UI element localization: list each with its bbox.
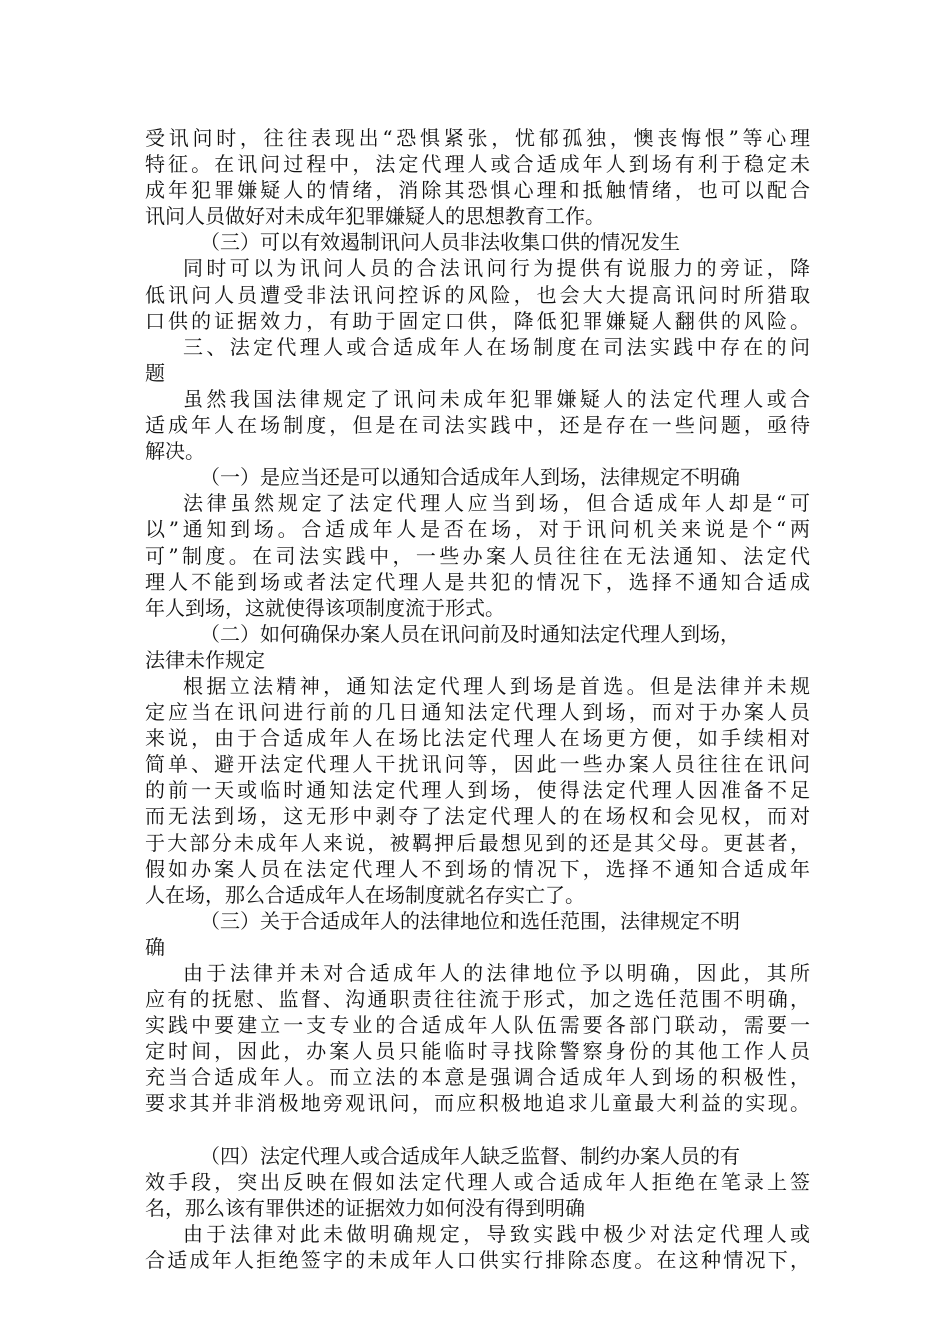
body-text-line: 由于法律对此未做明确规定，导致实践中极少对法定代理人或 [183, 1221, 810, 1246]
body-text-line: 年人到场，这就使得该项制度流于形式。 [145, 595, 505, 620]
body-text-line: 成年犯罪嫌疑人的情绪，消除其恐惧心理和抵触情绪，也可以配合 [145, 178, 810, 203]
body-text-line: 要求其并非消极地旁观讯问，而应积极地追求儿童最大利益的实现。 [145, 1091, 810, 1116]
body-text-line: 讯问人员做好对未成年犯罪嫌疑人的思想教育工作。 [145, 204, 605, 229]
body-text-line: 简单、避开法定代理人干扰讯问等，因此一些办案人员往往在讯问 [145, 752, 810, 777]
body-text-line: 来说，由于合适成年人在场比法定代理人在场更方便，如手续相对 [145, 726, 810, 751]
section-heading-line: （三）可以有效遏制讯问人员非法收集口供的情况发生 [200, 230, 680, 255]
body-text-line: 特征。在讯问过程中，法定代理人或合适成年人到场有利于稳定未 [145, 152, 810, 177]
body-text-line: 假如办案人员在法定代理人不到场的情况下，选择不通知合适成年 [145, 856, 810, 881]
body-text-line: 解决。 [145, 439, 205, 464]
body-text-line: 应有的抚慰、监督、沟通职责往往流于形式，加之选任范围不明确， [145, 987, 810, 1012]
body-text-line: 法律未作规定 [145, 647, 265, 672]
body-text-line: 法律虽然规定了法定代理人应当到场，但合适成年人却是“可 [183, 491, 810, 516]
body-text-line: 题 [145, 360, 165, 385]
body-text-line: 低讯问人员遭受非法讯问控诉的风险，也会大大提高讯问时所猎取 [145, 282, 810, 307]
body-text-line: 实践中要建立一支专业的合适成年人队伍需要各部门联动，需要一 [145, 1013, 810, 1038]
body-text-line: 而无法到场，这无形中剥夺了法定代理人的在场权和会见权，而对 [145, 804, 810, 829]
section-heading-line: （四）法定代理人或合适成年人缺乏监督、制约办案人员的有 [200, 1143, 740, 1168]
section-heading-line: （三）关于合适成年人的法律地位和选任范围，法律规定不明 [200, 908, 740, 933]
body-text-line: 适成年人在场制度，但是在司法实践中，还是存在一些问题，亟待 [145, 413, 810, 438]
body-text-line: 于大部分未成年人来说，被羁押后最想见到的还是其父母。更甚者， [145, 830, 810, 855]
body-text-line: 三、法定代理人或合适成年人在场制度在司法实践中存在的问 [183, 334, 810, 359]
body-text-line: 定时间，因此，办案人员只能临时寻找除警察身份的其他工作人员 [145, 1039, 810, 1064]
body-text-line: 由于法律并未对合适成年人的法律地位予以明确，因此，其所 [183, 961, 810, 985]
body-text-line: 虽然我国法律规定了讯问未成年犯罪嫌疑人的法定代理人或合 [183, 386, 810, 411]
body-text-line: 以”通知到场。合适成年人是否在场，对于讯问机关来说是个“两 [145, 517, 810, 542]
body-text-line: 受讯问时，往往表现出“恐惧紧张，忧郁孤独，懊丧悔恨”等心理 [145, 126, 810, 150]
body-text-line: 名，那么该有罪供述的证据效力如何没有得到明确 [145, 1195, 585, 1220]
body-text-line: 确 [145, 934, 165, 959]
body-text-line: 人在场，那么合适成年人在场制度就名存实亡了。 [145, 882, 585, 907]
section-heading-line: （二）如何确保办案人员在讯问前及时通知法定代理人到场， [200, 621, 740, 646]
document-body [145, 125, 810, 1273]
body-text-line: 的前一天或临时通知法定代理人到场，使得法定代理人因准备不足 [145, 778, 810, 803]
body-text-line: 充当合适成年人。而立法的本意是强调合适成年人到场的积极性， [145, 1065, 810, 1090]
body-text-line: 合适成年人拒绝签字的未成年人口供实行排除态度。在这种情况下， [145, 1248, 810, 1273]
paragraph-gap [145, 1117, 810, 1143]
body-text-line: 同时可以为讯问人员的合法讯问行为提供有说服力的旁证，降 [183, 256, 810, 281]
body-text-line: 口供的证据效力，有助于固定口供，降低犯罪嫌疑人翻供的风险。 [145, 308, 810, 333]
section-heading-line: （一）是应当还是可以通知合适成年人到场，法律规定不明确 [200, 465, 740, 490]
body-text-line: 定应当在讯问进行前的几日通知法定代理人到场，而对于办案人员 [145, 700, 810, 725]
body-text-line: 效手段，突出反映在假如法定代理人或合适成年人拒绝在笔录上签 [145, 1169, 810, 1194]
body-text-line: 理人不能到场或者法定代理人是共犯的情况下，选择不通知合适成 [145, 569, 810, 594]
body-text-line: 可”制度。在司法实践中，一些办案人员往往在无法通知、法定代 [145, 543, 810, 568]
body-text-line: 根据立法精神，通知法定代理人到场是首选。但是法律并未规 [183, 673, 810, 698]
